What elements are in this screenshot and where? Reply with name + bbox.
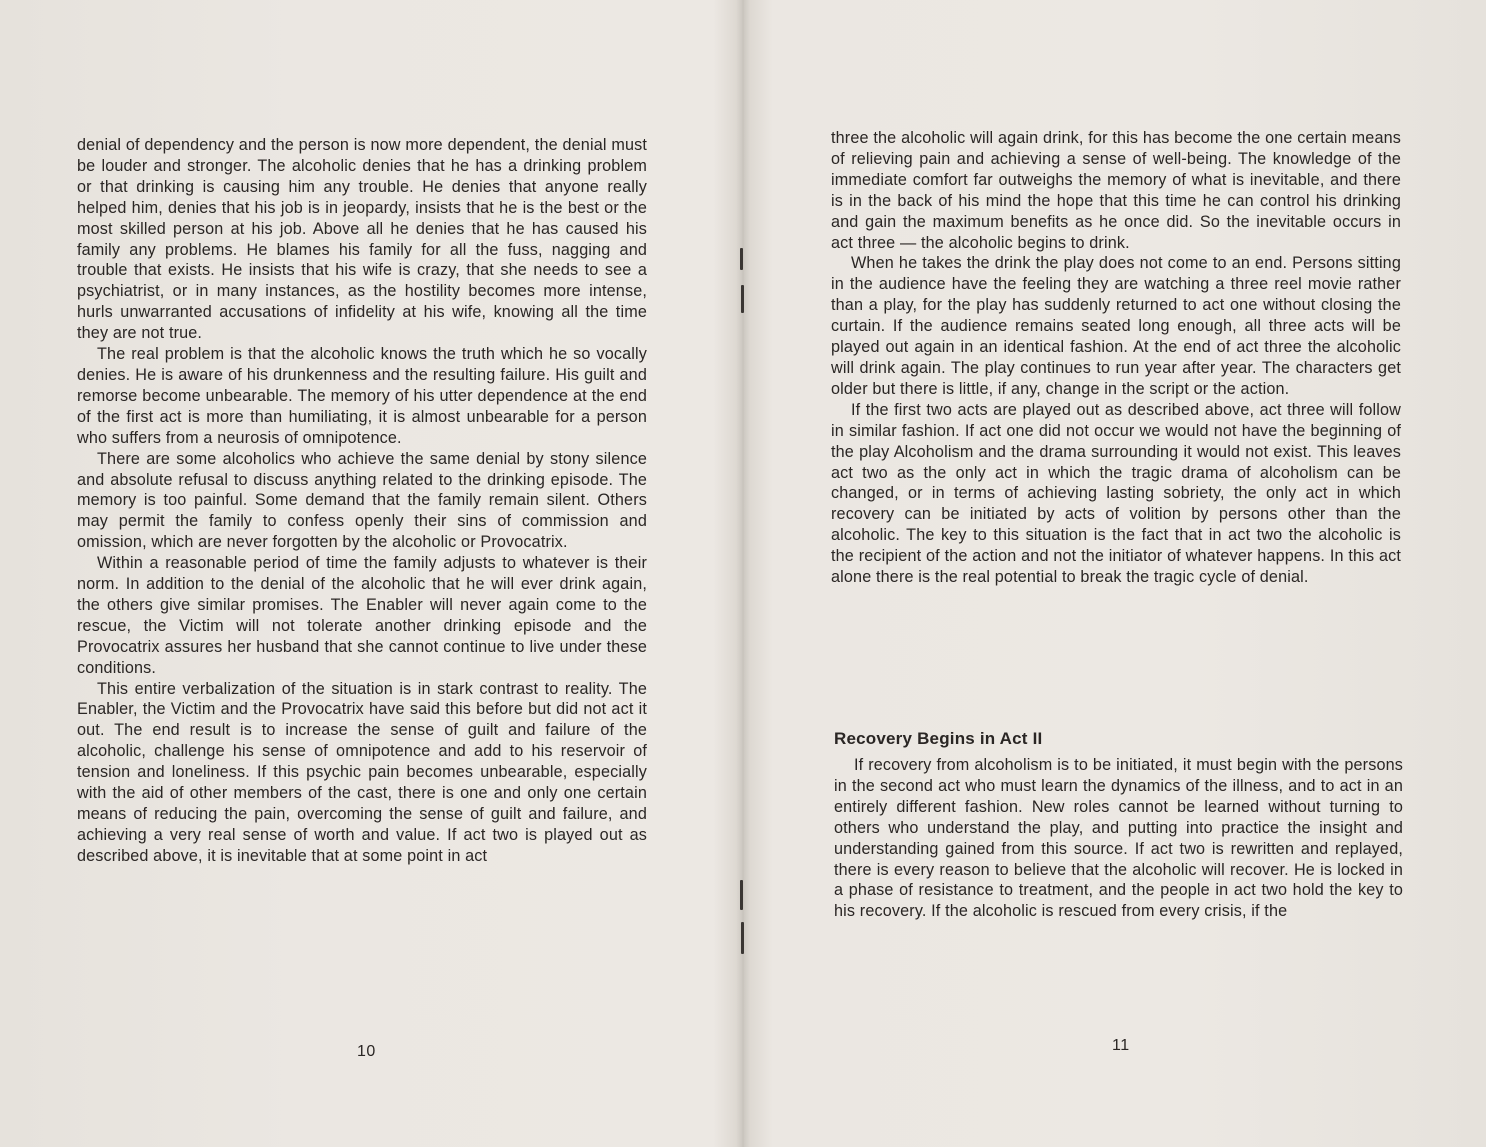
page-number: 10 bbox=[357, 1043, 376, 1060]
paragraph: three the alcoholic will again drink, for this has become the one certain means of relieving pain and achieving a sense of well-being. The knowledge of the immediate comfort far outweighs the memory of what is inevitable, and there is in the back of his mind the hope that this time he can control his drinking and gain the maximum benefits as he once did. So the inevitable occurs in act three — the alcoholic begins to drink. bbox=[831, 129, 1401, 252]
paragraph: denial of dependency and the person is now more dependent, the denial must be louder and stronger. The alcoholic denies that he has a drinking problem or that drinking is causing him any trouble. He denies that anyone really helped him, denies that his job is in jeopardy, insists that he is the best or the most skilled person at his job. Above all he denies that he has caused his family any problems. He blames his family for all the fuss, nagging and trouble that exists. He insists that his wife is crazy, that she needs to see a psychiatrist, or in many instances, as the hostility becomes more intense, hurls unwarranted accusations of infidelity at his wife, knowing all the time they are not true. bbox=[77, 136, 647, 343]
left-page-body bbox=[77, 135, 647, 867]
paragraph: If the first two acts are played out as described above, act three will follow in similar fashion. If act one did not occur we would not have the beginning of the play Alcoholism and the drama surrounding it would not exist. This leaves act two as the only act in which the tragic drama of alcoholism can be changed, or in terms of achieving lasting sobriety, the only act in which recovery can be initiated by acts of volition by persons other than the alcoholic. The key to this situation is the fact that in act two the alcoholic is the recipient of the action and not the initiator of whatever happens. In this act alone there is the real potential to break the tragic cycle of denial. bbox=[831, 400, 1401, 587]
section-body bbox=[834, 755, 1403, 922]
right-page-body bbox=[831, 128, 1401, 588]
right-page bbox=[743, 0, 1486, 1147]
paragraph: Within a reasonable period of time the family adjusts to whatever is their norm. In addition to the denial of the alcoholic that he will ever drink again, the others give similar promises. The Enabler will never again come to the rescue, the Victim will not tolerate another drinking episode and the Provocatrix assures her husband that she cannot continue to live under these conditions. bbox=[77, 554, 647, 677]
paragraph: There are some alcoholics who achieve the same denial by stony silence and absolute refusal to discuss anything related to the drinking episode. The memory is too painful. Some demand that the family remain silent. Others may permit the family to confess openly their sins of commission and omission, which are never forgotten by the alcoholic or Provocatrix. bbox=[77, 449, 647, 552]
paragraph: This entire verbalization of the situation is in stark contrast to reality. The Enabler, the Victim and the Provocatrix have said this before but did not act it out. The end result is to increase the sense of guilt and failure of the alcoholic, challenge his sense of omnipotence and add to his reservoir of tension and loneliness. If this psychic pain becomes unbearable, especially with the aid of other members of the cast, there is one and only one certain means of reducing the pain, overcoming the sense of guilt and failure, and achieving a very real sense of worth and value. If act two is played out as described above, it is inevitable that at some point in act bbox=[77, 679, 647, 865]
paragraph: When he takes the drink the play does not come to an end. Persons sitting in the audience have the feeling they are watching a three reel movie rather than a play, for the play has suddenly returned to act one without closing the curtain. If the audience remains seated long enough, all three acts will be played out again in an identical fashion. At the end of act three the alcoholic will drink again. The play continues to run year after year. The characters get older but there is little, if any, change in the script or the action. bbox=[831, 254, 1401, 398]
page-number: 11 bbox=[1112, 1037, 1130, 1054]
paragraph: The real problem is that the alcoholic knows the truth which he so vocally denies. He is aware of his drunkenness and the resulting failure. His guilt and remorse become unbearable. The memory of his utter dependence at the end of the first act is more than humiliating, it is almost unbearable for a person who suffers from a neurosis of omnipotence. bbox=[77, 345, 647, 447]
paragraph: If recovery from alcoholism is to be initiated, it must begin with the persons in the second act who must learn the dynamics of the illness, and to act in an entirely different fashion. New roles cannot be learned without turning to others who understand the play, and putting into practice the insight and understanding gained from this source. If act two is rewritten and replayed, there is every reason to believe that the alcoholic will recover. He is locked in a phase of resistance to treatment, and the people in act two hold the key to his recovery. If the alcoholic is rescued from every crisis, if the bbox=[834, 756, 1403, 921]
section-heading: Recovery Begins in Act II bbox=[834, 729, 1043, 748]
